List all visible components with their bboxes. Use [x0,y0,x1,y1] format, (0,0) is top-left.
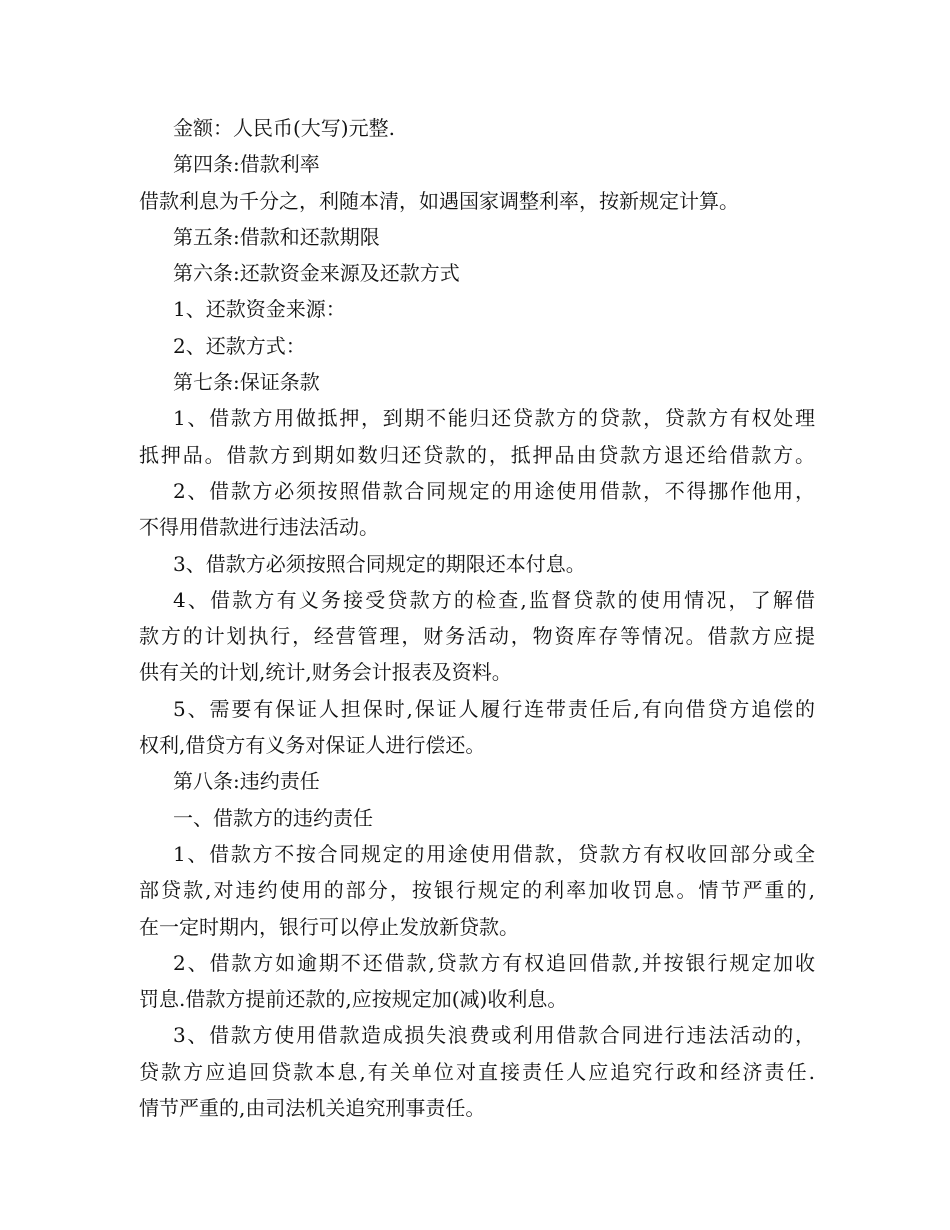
text-line: 4、借款方有义务接受贷款方的检查,监督贷款的使用情况，了解借 [173,587,815,612]
section-heading: 一、借款方的违约责任 [173,805,373,830]
text-line: 1、借款方用做抵押，到期不能归还贷款方的贷款，贷款方有权处理 [173,406,815,431]
text-line: 2、借款方必须按照借款合同规定的用途使用借款，不得挪作他用， [173,478,815,503]
text-line: 1、还款资金来源： [173,297,346,322]
text-line: 不得用借款进行违法活动。 [139,515,379,540]
text-line: 5、需要有保证人担保时,保证人履行连带责任后,有向借贷方追偿的 [173,696,815,721]
text-line: 1、借款方不按合同规定的用途使用借款，贷款方有权收回部分或全 [173,841,815,866]
text-line: 贷款方应追回贷款本息,有关单位对直接责任人应追究行政和经济责任. [139,1059,815,1084]
text-line: 罚息.借款方提前还款的,应按规定加(减)收利息。 [139,987,568,1012]
text-line: 款方的计划执行，经营管理，财务活动，物资库存等情况。借款方应提 [139,624,815,649]
text-line: 抵押品。借款方到期如数归还贷款的，抵押品由贷款方退还给借款方。 [139,442,815,467]
article-heading: 第六条:还款资金来源及还款方式 [173,261,460,286]
text-line: 权利,借贷方有义务对保证人进行偿还。 [139,733,486,758]
article-heading: 第八条:违约责任 [173,769,320,794]
text-line: 在一定时期内，银行可以停止发放新贷款。 [139,914,519,939]
text-line: 3、借款方使用借款造成损失浪费或利用借款合同进行违法活动的， [173,1023,815,1048]
article-heading: 第五条:借款和还款期限 [173,224,380,249]
text-line: 2、还款方式： [173,333,306,358]
text-line: 情节严重的,由司法机关追究刑事责任。 [139,1096,486,1121]
article-heading: 第七条:保证条款 [173,370,320,395]
article-heading: 第四条:借款利率 [173,152,320,177]
text-line: 金额：人民币(大写)元整. [173,116,395,140]
text-line: 2、借款方如逾期不还借款,贷款方有权追回借款,并按银行规定加收 [173,950,815,975]
text-line: 借款利息为千分之，利随本清，如遇国家调整利率，按新规定计算。 [139,188,739,213]
text-line: 3、借款方必须按照合同规定的期限还本付息。 [173,551,586,576]
text-line: 供有关的计划,统计,财务会计报表及资料。 [139,660,512,685]
document-page [139,110,815,1126]
text-line: 部贷款,对违约使用的部分，按银行规定的利率加收罚息。情节严重的, [139,878,815,903]
